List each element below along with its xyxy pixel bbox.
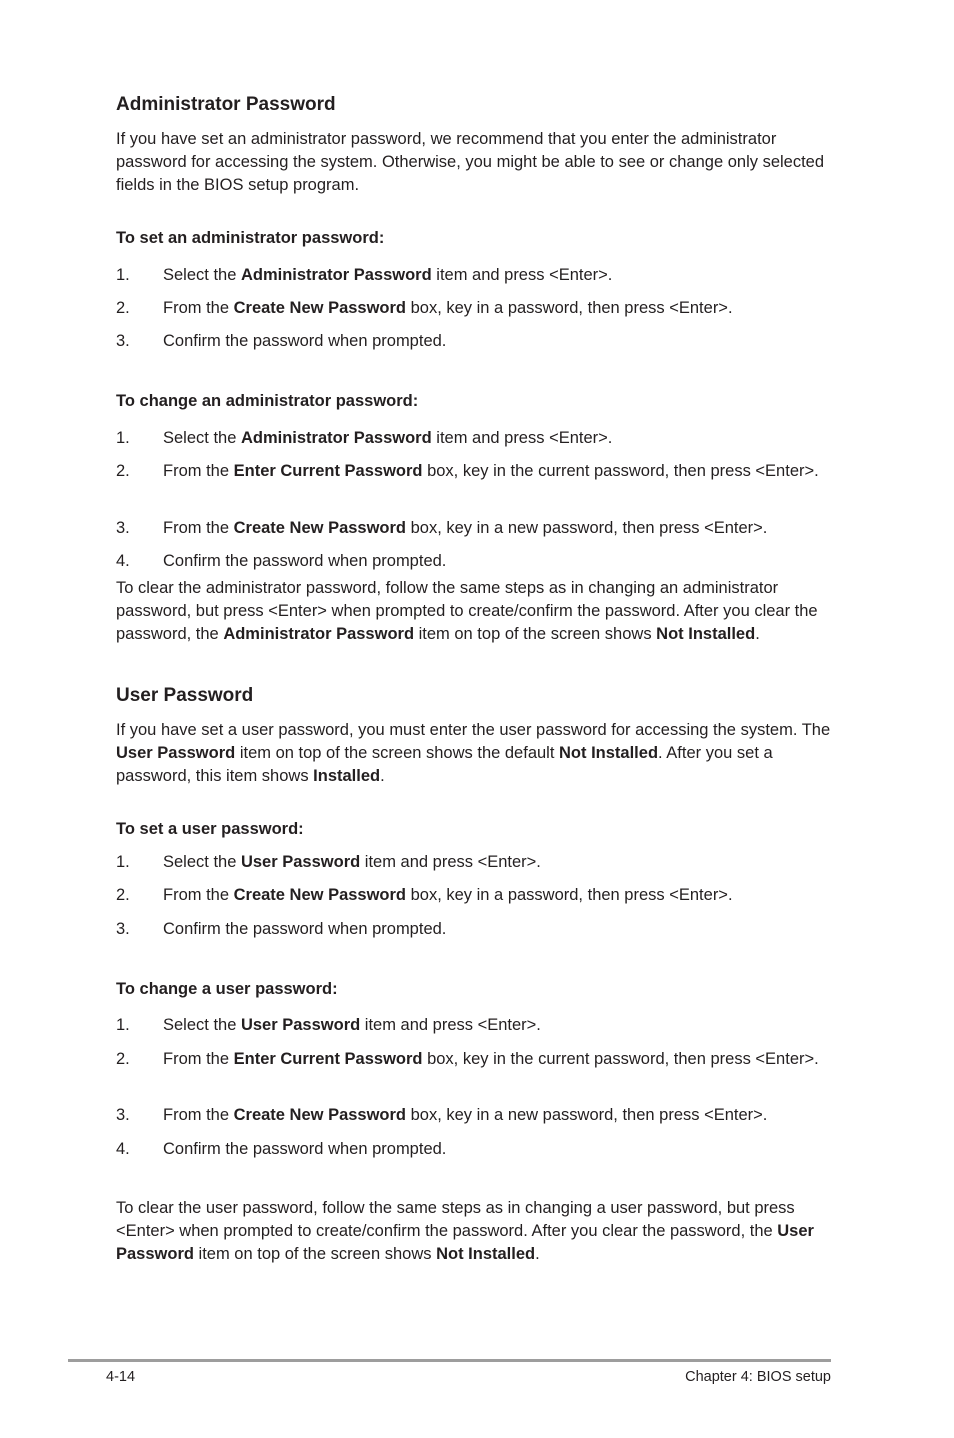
user-change-step-1: Select the User Password item and press <Enter>. <box>163 1016 541 1034</box>
admin-set-title: To set an administrator password: <box>116 229 385 247</box>
page-number: 4-14 <box>106 1369 136 1385</box>
step-number: 3. <box>116 519 130 537</box>
user-change-step-2: From the Enter Current Password box, key in the current password, then press <Enter>. <box>163 1050 819 1068</box>
step-number: 1. <box>116 1016 130 1034</box>
admin-change-step-2: From the Enter Current Password box, key in the current password, then press <Enter>. <box>163 462 819 480</box>
user-set-step-2: From the Create New Password box, key in a password, then press <Enter>. <box>163 886 733 904</box>
step-number: 3. <box>116 1106 130 1124</box>
step-number: 2. <box>116 1050 130 1068</box>
user-change-step-3: From the Create New Password box, key in a new password, then press <Enter>. <box>163 1106 768 1124</box>
step-number: 1. <box>116 429 130 447</box>
admin-set-step-1: Select the Administrator Password item and press <Enter>. <box>163 266 613 284</box>
step-number: 2. <box>116 299 130 317</box>
step-number: 4. <box>116 552 130 570</box>
user-set-title: To set a user password: <box>116 820 304 838</box>
user-password-heading: User Password <box>116 685 254 706</box>
step-number: 3. <box>116 332 130 350</box>
chapter-title: Chapter 4: BIOS setup <box>685 1369 831 1385</box>
admin-change-step-4: Confirm the password when prompted. <box>163 552 447 570</box>
step-number: 1. <box>116 266 130 284</box>
user-intro-paragraph: If you have set a user password, you must enter the user password for accessing the system. The User Password item on top of the screen shows the default Not Installed. After you set a password, this item shows Installed. <box>116 721 831 785</box>
admin-change-title: To change an administrator password: <box>116 392 419 410</box>
admin-password-heading: Administrator Password <box>116 94 336 115</box>
step-number: 3. <box>116 920 130 938</box>
admin-intro-paragraph: If you have set an administrator password, we recommend that you enter the administrator password for accessing the system. Otherwise, you might be able to see or change only selected fields in the BIOS setup program. <box>116 130 825 194</box>
user-change-title: To change a user password: <box>116 980 338 998</box>
step-number: 2. <box>116 886 130 904</box>
user-clear-paragraph: To clear the user password, follow the same steps as in changing a user password, but press <Enter> when prompted to create/confirm the password. After you clear the password, the User Password item on top of the screen shows Not Installed. <box>116 1199 814 1263</box>
admin-set-step-2: From the Create New Password box, key in a password, then press <Enter>. <box>163 299 733 317</box>
footer-divider <box>68 1359 831 1362</box>
step-number: 1. <box>116 853 130 871</box>
user-set-step-3: Confirm the password when prompted. <box>163 920 447 938</box>
admin-clear-paragraph: To clear the administrator password, follow the same steps as in changing an administrator password, but press <Enter> when prompted to create/confirm the password. After you clear the password, the Administrator Password item on top of the screen shows Not Installed. <box>116 579 818 643</box>
step-number: 4. <box>116 1140 130 1158</box>
user-change-step-4: Confirm the password when prompted. <box>163 1140 447 1158</box>
admin-change-step-1: Select the Administrator Password item and press <Enter>. <box>163 429 613 447</box>
user-set-step-1: Select the User Password item and press <Enter>. <box>163 853 541 871</box>
admin-change-step-3: From the Create New Password box, key in a new password, then press <Enter>. <box>163 519 768 537</box>
admin-set-step-3: Confirm the password when prompted. <box>163 332 447 350</box>
step-number: 2. <box>116 462 130 480</box>
